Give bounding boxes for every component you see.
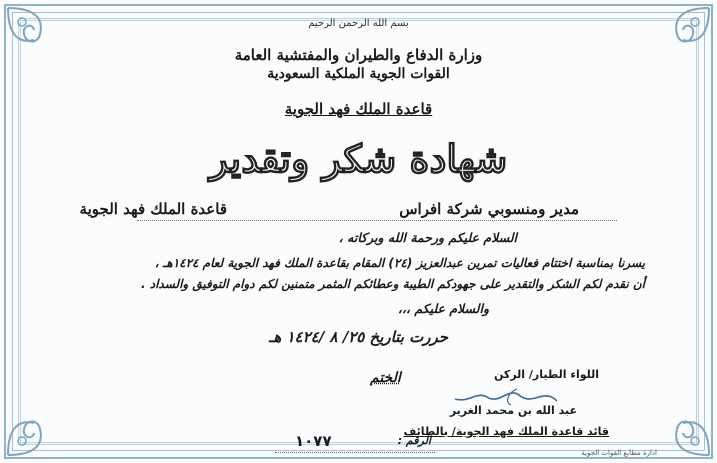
certificate-content xyxy=(60,18,657,441)
seal-label: الختم xyxy=(370,370,401,386)
reference-label: الرقم : xyxy=(397,434,431,447)
body-line-2: أن نقدم لكم الشكر والتقدير على جهودكم الطيبة وعطائكم المثمر متمنين لكم دوام التوفيق والسداد . xyxy=(141,277,645,291)
reference-number: ١٠٧٧ xyxy=(295,432,332,450)
forces-name: القوات الجوية الملكية السعودية xyxy=(267,66,450,82)
recipient-base: قاعدة الملك فهد الجوية xyxy=(79,200,227,218)
certificate-title: شهادة شكر وتقدير xyxy=(209,136,508,181)
ministry-name: وزارة الدفاع والطيران والمفتشية العامة xyxy=(234,46,483,64)
signatory-position: قائد قاعدة الملك فهد الجوية/ بالطائف xyxy=(403,425,609,438)
issue-date: حررت بتاريخ ٢٥/ ٨ /١٤٢٤ هـ xyxy=(268,328,449,346)
signatory-rank: اللواء الطيار/ الركن xyxy=(494,368,599,381)
reference-field xyxy=(275,432,435,453)
base-name: قاعدة الملك فهد الجوية xyxy=(284,100,433,118)
body-line-1: يسرنا بمناسبة اختتام فعاليات تمرين عبدالعزيز (٢٤) المقام بقاعدة الملك فهد الجوية لعام ١٤٢٤هـ ، xyxy=(154,256,645,270)
corner-ornament-icon xyxy=(657,4,713,60)
printer-note: ادارة مطابع القوات الجوية xyxy=(581,449,657,457)
greeting: السلام عليكم ورحمة الله وبركاته ، xyxy=(338,230,517,245)
signatory-name: عبد الله بن محمد الغرير xyxy=(449,404,577,417)
corner-ornament-icon xyxy=(4,403,60,459)
closing: والسلام عليكم ،،، xyxy=(397,301,489,316)
corner-ornament-icon xyxy=(4,4,60,60)
corner-ornament-icon xyxy=(657,403,713,459)
basmala: بسم الله الرحمن الرحيم xyxy=(308,18,409,29)
recipient-name: مدير ومنسوبي شركة افراس xyxy=(399,200,579,218)
